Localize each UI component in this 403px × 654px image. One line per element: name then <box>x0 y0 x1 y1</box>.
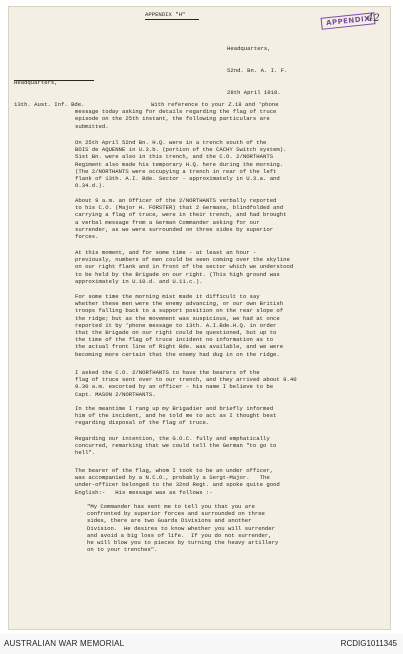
addressee-underline <box>14 80 94 81</box>
paragraph-line: Regiment also made his temporary H.Q. here during the morning. <box>75 160 284 168</box>
paragraph <box>75 293 375 358</box>
paragraph-line: O.34.d.). <box>75 182 106 190</box>
paragraph-line: the ridge; but as the movement was suspicious, we had at once <box>75 314 280 322</box>
paragraph-line: under-officer belonged to the 32nd Regt. and spoke quite good <box>75 481 280 489</box>
paragraph-line: troops falling back to a support position on the rear slope of <box>75 307 284 315</box>
paragraph-line: English:- His message was as follows :- <box>75 488 213 496</box>
paragraph-line: For some time the morning mist made it difficult to say <box>75 293 260 300</box>
paragraph-line: flank of 13th. A.I. Bde. Sector - approximately in U.3.a. and <box>75 175 280 183</box>
appendix-stamp: APPENDIX <box>321 12 376 30</box>
paragraph-line: The bearer of the flag, whom I took to be an under officer, <box>75 467 274 474</box>
quote-line: and avoid a big loss of life. If you do not surrender, <box>87 531 272 539</box>
paragraph-line: Regarding our intention, the G.O.C. fully and emphatically <box>75 435 270 442</box>
from-heading <box>227 31 287 110</box>
paragraph-line: Capt. MASON 2/NORTHANTS. <box>75 390 156 398</box>
paragraph-line: approximately in U.10.d. and U.11.c.). <box>75 277 203 285</box>
quote-line: confronted by superior forces and surrounded on three <box>87 510 265 518</box>
paragraph-line: surrender, as we were surrounded on three sides by superior <box>75 225 274 233</box>
archive-footer <box>0 634 403 654</box>
paragraph-line: to be held by the Brigade on our right. (This high ground was <box>75 270 280 278</box>
paragraph-line: becoming more certain that the enemy had dug in on the ridge. <box>75 350 280 358</box>
paragraph-line: 51st Bn. were also in this trench, and the C.O. 2/NORTHANTS <box>75 153 274 161</box>
paragraph <box>75 405 375 427</box>
paragraph-line: About 9 a.m. an Officer of the 2/NORTHANTS verbally reported <box>75 197 277 204</box>
paragraph-line: that the Brigade on our right could be questioned, but up to <box>75 329 277 337</box>
addressee-line: Headquarters, <box>14 79 58 87</box>
archive-name: AUSTRALIAN WAR MEMORIAL <box>4 639 125 648</box>
quote-line: "My Commander has sent me to tell you that you are <box>87 503 255 510</box>
quote-line: Division. He desires to know whether you will surrender <box>87 524 275 532</box>
paragraph-line: whether these men were the enemy advancing, or our own British <box>75 300 284 308</box>
from-line: Headquarters, <box>227 45 271 53</box>
paragraph-line: a verbal message from a German Commander asking for our <box>75 218 260 226</box>
paragraph-line: I asked the C.O. 2/NORTHANTS to have the bearers of the <box>75 369 260 376</box>
appendix-title: APPENDIX "H" <box>145 11 186 18</box>
paragraph-line: On 25th April 52nd Bn. H.Q. were in a trench south of the <box>75 139 267 146</box>
paragraph-line: to his C.O. (Major H. FORSTER) that 2 Germans, blindfolded and <box>75 204 284 212</box>
paragraph-line: carrying a flag of truce, were in their trench, and had brought <box>75 211 287 219</box>
from-line: 28th April 1918. <box>227 88 281 96</box>
addressee-line: 13th. Aust. Inf. Bde. <box>14 101 85 109</box>
paragraph-line: message today asking for details regarding the flag of truce <box>75 108 277 116</box>
paragraph-line: on our right flank and in front of the sector which we understood <box>75 263 294 271</box>
paragraph-line: forces. <box>75 233 99 241</box>
paragraph-line: the actual front line of Right Bde. was available, and we were <box>75 343 284 351</box>
paragraph <box>75 467 375 496</box>
paragraph-line: submitted. <box>75 122 109 130</box>
paragraph <box>75 369 375 398</box>
paragraph <box>75 139 375 189</box>
paragraph-line: him of the incident, and he told me to act as I thought best <box>75 412 277 420</box>
addressee <box>14 65 85 123</box>
title-underline <box>145 19 199 20</box>
quote-line: sides, there are two Guards Divisions and another <box>87 517 252 525</box>
paragraph-line: flag of truce sent over to our trench, and they arrived about 9.40 <box>75 376 297 384</box>
paragraph-line: In the meantime I rang up my Brigadier and briefly informed <box>75 405 274 412</box>
paragraph-line: was accompanied by a N.C.O., probably a Sergt-Major. The <box>75 474 270 482</box>
paragraph <box>75 249 375 285</box>
paragraph-line: hell". <box>75 449 96 457</box>
paragraph-line: the time of the flag of truce incident no information as to <box>75 336 274 344</box>
paragraph-line: episode on the 25th instant, the following particulars are <box>75 115 270 123</box>
paragraph-line: reported it by 'phone message to 13th. A.I.Bde.H.Q. in order <box>75 321 277 329</box>
paragraph <box>75 435 375 457</box>
document-page <box>8 6 391 630</box>
paragraph-line: previously, numbers of men could be seen coming over the skyline <box>75 256 290 264</box>
folio-number: 42 <box>367 13 380 24</box>
paragraph-line: 9.30 a.m. escorted by an officer - his name I believe to be <box>75 383 274 391</box>
paragraph-line: With reference to your Z.18 and 'phone <box>151 101 279 108</box>
paragraph-line: BOIS de AQUENNE in U.3.b. (portion of the CACHY Switch system). <box>75 146 287 154</box>
paragraph-line: concurred, remarking that we could tell the German "to go to <box>75 442 277 450</box>
record-id: RCDIG1011345 <box>340 639 397 648</box>
quote-line: he will blow you to pieces by turning the heavy artillery <box>87 539 279 547</box>
paragraph <box>75 101 375 130</box>
paragraph-line: regarding disposal of the flag of truce. <box>75 419 210 427</box>
quoted-message <box>87 503 387 553</box>
from-line: 52nd. Bn. A. I. F. <box>227 67 288 75</box>
paragraph-line: At this moment, and for some time - at least an hour - <box>75 249 257 256</box>
quote-line: on to your trenches". <box>87 546 158 554</box>
paragraph-line: (The 2/NORTHANTS were occupying a trench in rear of the left <box>75 167 277 175</box>
paragraph <box>75 197 375 240</box>
